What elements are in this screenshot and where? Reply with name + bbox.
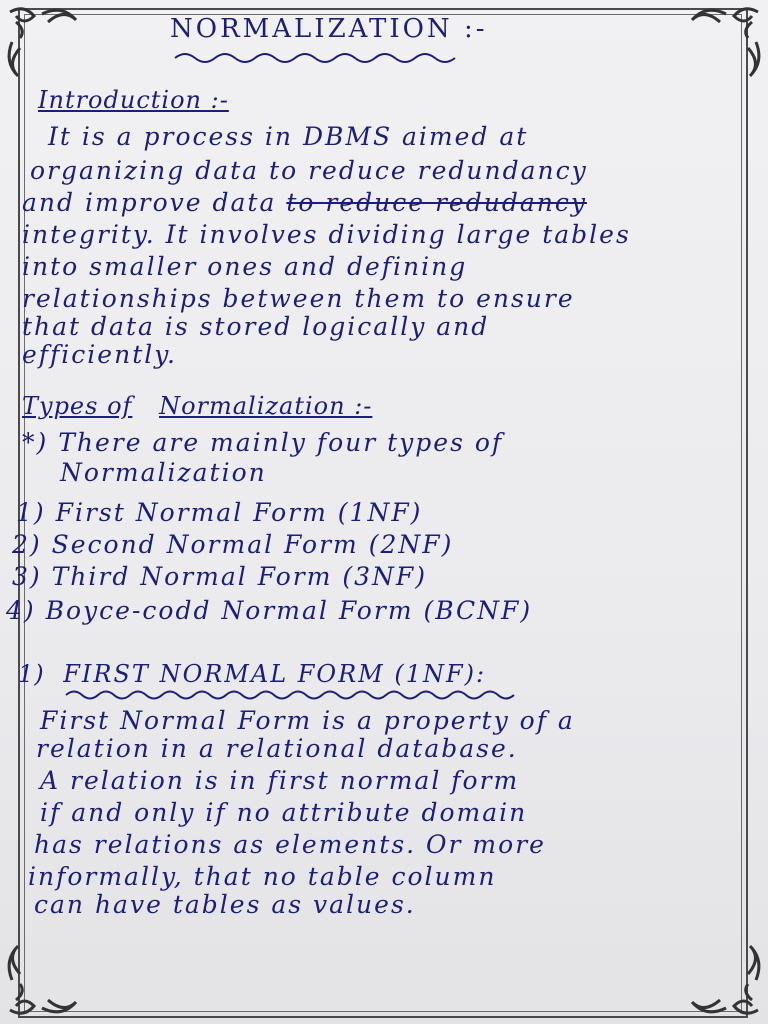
struck-text: to reduce redudancy [286, 188, 587, 217]
first-nf-line: First Normal Form is a property of a [40, 706, 575, 735]
first-nf-line: relation in a relational database. [36, 734, 518, 763]
types-list-item: 1) First Normal Form (1NF) [16, 498, 423, 527]
intro-line: organizing data to reduce redundancy [30, 156, 588, 185]
intro-line: that data is stored logically and [22, 312, 490, 341]
types-heading-prefix: Types of [22, 392, 133, 420]
intro-heading: Introduction :- [38, 86, 229, 114]
first-nf-title: FIRST NORMAL FORM (1NF): [63, 660, 487, 688]
intro-line-text: and improve data [22, 188, 277, 217]
types-bullet-line: Normalization [60, 458, 267, 487]
first-nf-line: A relation is in first normal form [40, 766, 520, 795]
intro-line [22, 190, 587, 215]
first-nf-wavy-underline [66, 688, 536, 702]
first-nf-number: 1) [18, 660, 45, 688]
types-list-item: 2) Second Normal Form (2NF) [12, 530, 454, 559]
first-nf-line: informally, that no table column [28, 862, 497, 891]
types-bullet-line: *) There are mainly four types of [22, 428, 504, 457]
types-heading-word: Normalization :- [159, 392, 373, 420]
title-wavy-underline [175, 50, 465, 66]
corner-ornament-icon [686, 940, 766, 1020]
intro-line: efficiently. [22, 340, 177, 369]
page-title: NORMALIZATION :- [170, 14, 488, 44]
corner-ornament-icon [2, 2, 82, 82]
types-list-item: 3) Third Normal Form (3NF) [12, 562, 427, 591]
intro-line: into smaller ones and defining [22, 252, 468, 281]
first-nf-line: can have tables as values. [34, 890, 416, 919]
types-heading [22, 392, 372, 420]
intro-line: integrity. It involves dividing large tables [22, 220, 631, 249]
intro-line: relationships between them to ensure [22, 284, 575, 313]
corner-ornament-icon [2, 940, 82, 1020]
corner-ornament-icon [686, 2, 766, 82]
types-list-item: 4) Boyce-codd Normal Form (BCNF) [6, 596, 533, 625]
first-nf-heading [18, 660, 486, 688]
first-nf-line: if and only if no attribute domain [40, 798, 528, 827]
intro-line: It is a process in DBMS aimed at [48, 122, 529, 151]
first-nf-line: has relations as elements. Or more [34, 830, 546, 859]
